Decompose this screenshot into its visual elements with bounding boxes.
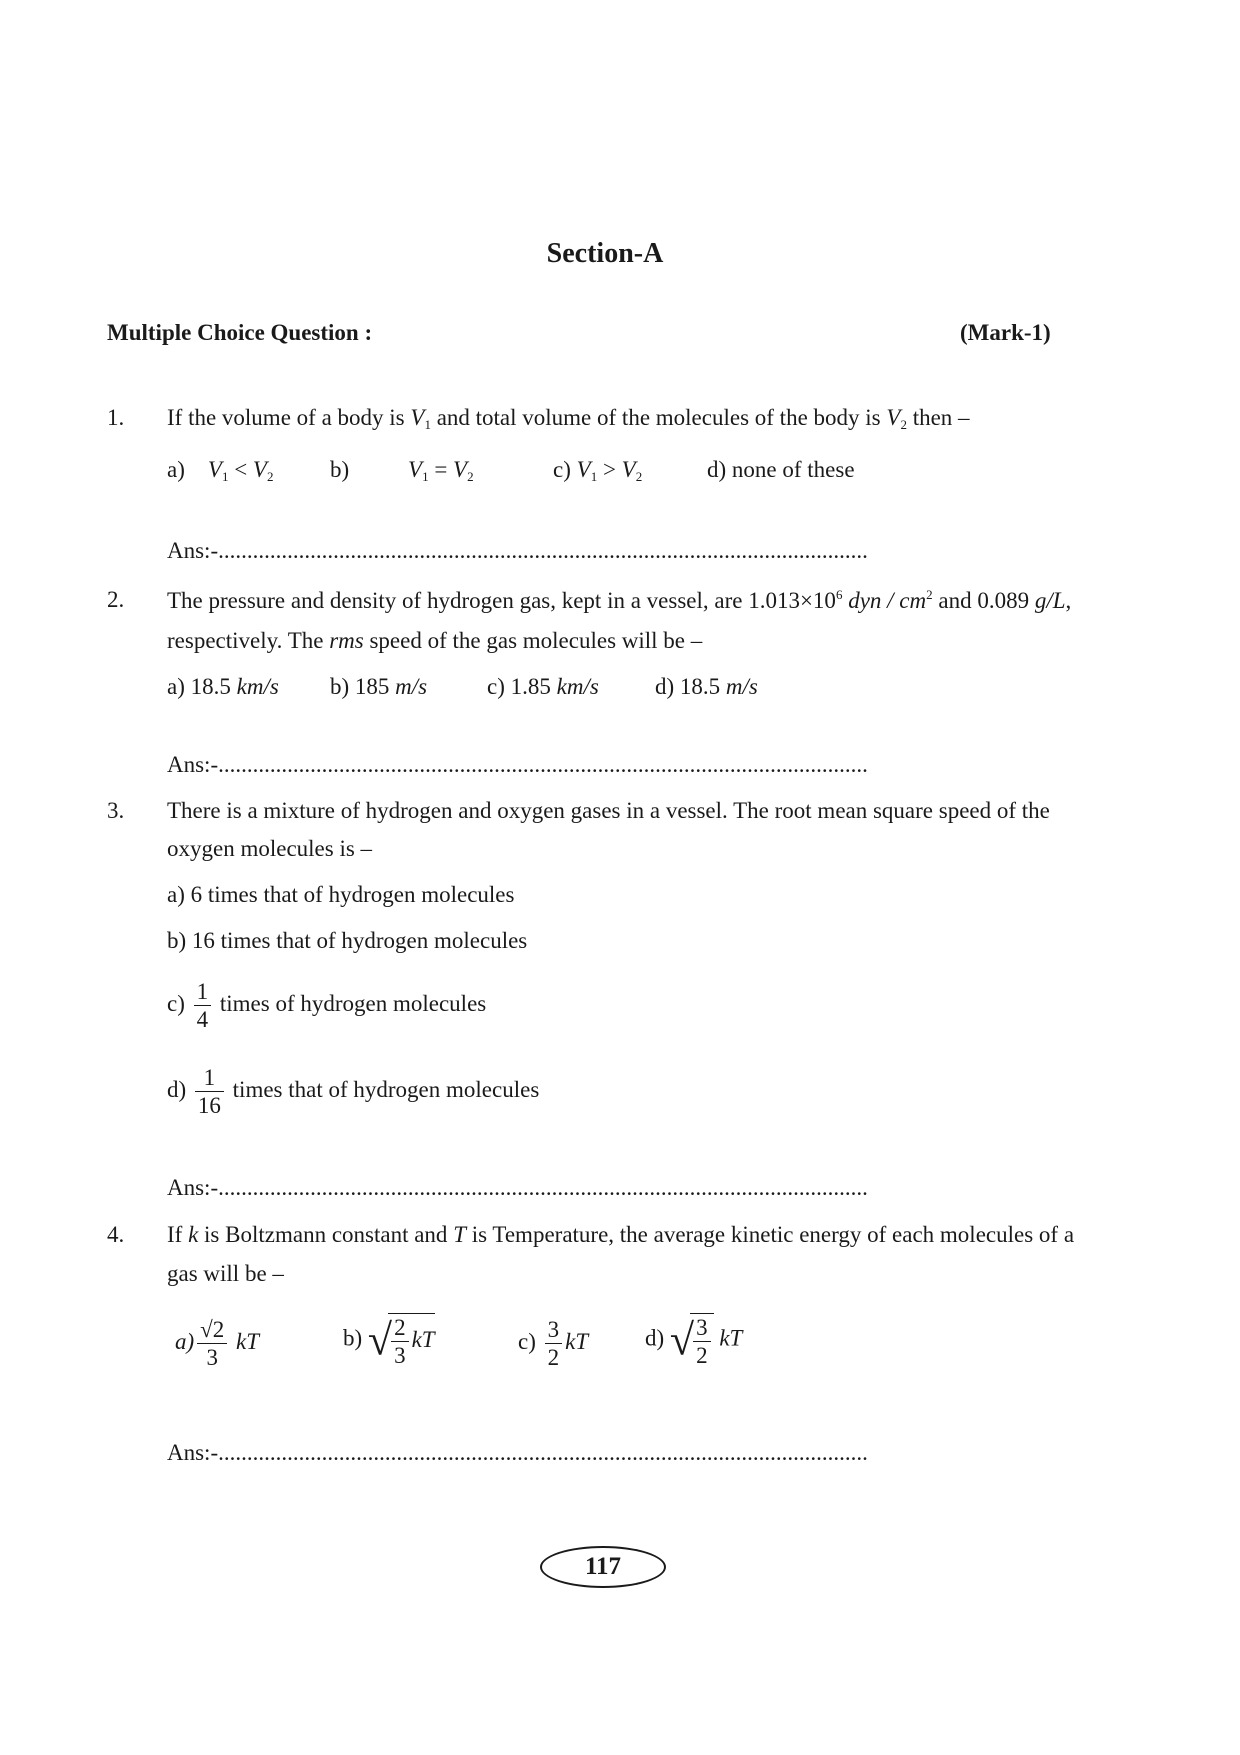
question-type-heading: Multiple Choice Question : bbox=[107, 320, 373, 345]
q3-answer-line[interactable]: Ans:-................................................................................................................. bbox=[167, 1175, 868, 1200]
q2-text-line1: The pressure and density of hydrogen gas, kept in a vessel, are $1.013\times 10^6$ dyn / $cm^2$ and 0.089 g/L, bbox=[167, 587, 1072, 613]
page-number: 117 bbox=[540, 1546, 666, 1588]
fraction: $\frac{3}{2}$ bbox=[545, 1318, 563, 1369]
fraction: $\frac{1}{4}$ bbox=[194, 980, 212, 1031]
q3-text-line1: There is a mixture of hydrogen and oxygen gases in a vessel. The root mean square speed of the bbox=[167, 798, 1050, 823]
q2-option-d[interactable]: d) 18.5 m/s bbox=[655, 674, 758, 699]
q2-number: 2. bbox=[107, 587, 125, 612]
q1-option-a[interactable]: a) $V_1 < V_2$ bbox=[167, 457, 274, 484]
q1-option-c[interactable]: c) $V_1 > V_2$ bbox=[553, 457, 643, 484]
q4-option-d[interactable]: d) √ $\frac{3}{2}$ kT bbox=[645, 1315, 743, 1368]
fraction: $\frac{1}{16}$ bbox=[195, 1066, 224, 1117]
marks-label: (Mark-1) bbox=[960, 320, 1051, 345]
square-root: √ $\frac{2}{3}$ kT bbox=[367, 1315, 435, 1368]
q4-option-b[interactable]: b) √ $\frac{2}{3}$ kT bbox=[343, 1315, 435, 1368]
q2-answer-line[interactable]: Ans:-................................................................................................................. bbox=[167, 752, 868, 777]
q3-number: 3. bbox=[107, 798, 125, 823]
q1-number: 1. bbox=[107, 405, 125, 430]
q3-option-b[interactable]: b) 16 times that of hydrogen molecules bbox=[167, 928, 528, 953]
fraction: $\frac{√2}{3}$ bbox=[197, 1318, 227, 1369]
q3-option-d[interactable]: d) $\frac{1}{16}$ times that of hydrogen molecules bbox=[167, 1065, 540, 1118]
q4-option-c[interactable]: c) $\frac{3}{2}$ kT bbox=[518, 1317, 589, 1370]
q1-option-b-expr: $V_1 = V_2$ bbox=[408, 457, 474, 484]
q1-option-d[interactable]: d) none of these bbox=[707, 457, 855, 482]
q3-option-a[interactable]: a) 6 times that of hydrogen molecules bbox=[167, 882, 515, 907]
q2-text-line2: respectively. The rms speed of the gas molecules will be – bbox=[167, 628, 703, 653]
q2-option-a[interactable]: a) 18.5 km/s bbox=[167, 674, 279, 699]
square-root: √ $\frac{3}{2}$ bbox=[670, 1313, 714, 1367]
q4-text-line1: If k is Boltzmann constant and T is Temperature, the average kinetic energy of each molecules of a bbox=[167, 1222, 1075, 1247]
q4-option-a[interactable]: a) $\frac{√2}{3}$ kT bbox=[175, 1317, 260, 1370]
q1-text: If the volume of a body is $V_1$ and total volume of the molecules of the body is $V_2$ then – bbox=[167, 405, 970, 432]
q2-option-b[interactable]: b) 185 m/s bbox=[330, 674, 428, 699]
q4-answer-line[interactable]: Ans:-................................................................................................................. bbox=[167, 1440, 868, 1465]
q4-number: 4. bbox=[107, 1222, 125, 1247]
q4-text-line2: gas will be – bbox=[167, 1261, 284, 1286]
q2-option-c[interactable]: c) 1.85 km/s bbox=[487, 674, 599, 699]
q3-text-line2: oxygen molecules is – bbox=[167, 836, 373, 861]
q1-answer-line[interactable]: Ans:-................................................................................................................. bbox=[167, 538, 868, 563]
section-title: Section-A bbox=[546, 238, 664, 269]
q3-option-c[interactable]: c) $\frac{1}{4}$ times of hydrogen molecules bbox=[167, 979, 487, 1032]
q1-option-b[interactable]: b) bbox=[330, 457, 350, 482]
